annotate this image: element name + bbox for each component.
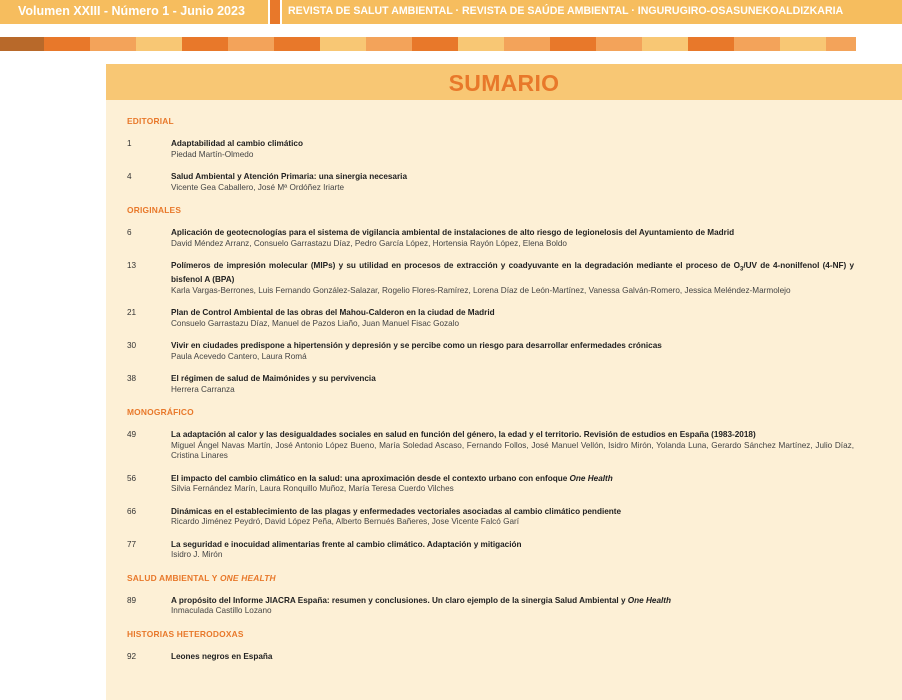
article-title <box>171 596 854 607</box>
toc-entry[interactable] <box>106 228 902 249</box>
page-number: 1 <box>127 139 132 148</box>
article-authors: Consuelo Garrastazu Díaz, Manuel de Pazos Liaño, Juan Manuel Fisac Gozalo <box>171 318 460 328</box>
article-title: Plan de Control Ambiental de las obras del Mahou-Calderon en la ciudad de Madrid <box>171 308 495 318</box>
title-part: El impacto del cambio climático en la salud: una aproximación desde el contexto urbano con enfoque <box>171 473 570 483</box>
decorative-stripe <box>0 37 902 51</box>
page-number: 56 <box>127 473 137 483</box>
section-salud-one-health <box>106 573 902 583</box>
page-number: 89 <box>127 595 137 605</box>
title-part: /UV de 4-nonilfenol (4-NF) y bisfenol A (BPA) <box>171 261 854 285</box>
article-authors: Karla Vargas-Berrones, Luis Fernando González-Salazar, Rogelio Flores-Ramírez, Lorena Díaz de León-Martínez, Vanessa Galván-Romero, Jessica Meléndez-Marmolejo <box>171 285 791 295</box>
summary-panel <box>106 64 902 700</box>
page-number: 77 <box>127 539 137 549</box>
toc-entry[interactable] <box>106 341 902 362</box>
article-authors: Ricardo Jiménez Peydró, David López Peña, Alberto Bernués Bañeres, Jose Vicente Falcó Garí <box>171 517 520 527</box>
page-number: 38 <box>127 374 137 384</box>
toc-entry[interactable] <box>106 596 902 617</box>
section-label: SALUD AMBIENTAL Y <box>127 572 220 583</box>
section-emphasis: ONE HEALTH <box>219 572 276 583</box>
article-title: Aplicación de geotecnologías para el sistema de vigilancia ambiental de instalaciones de alto riesgo de legionelosis del Ayuntamiento de Madrid <box>171 228 735 237</box>
toc-entry[interactable] <box>106 430 902 462</box>
article-title <box>171 474 854 485</box>
section-editorial: EDITORIAL <box>127 116 174 126</box>
header-bar <box>0 0 902 26</box>
article-authors: Vicente Gea Caballero, José Mª Ordóñez Iriarte <box>171 182 345 192</box>
section-monografico: MONOGRÁFICO <box>127 407 194 418</box>
article-authors: Paula Acevedo Cantero, Laura Romá <box>171 351 307 361</box>
page-number: 6 <box>127 228 132 237</box>
title-part: Polímeros de impresión molecular (MIPs) y su utilidad en procesos de extracción y coadyuvante en la degradación mediante el proceso de O <box>171 261 740 270</box>
title-emphasis: One Health <box>569 473 613 483</box>
article-title: La seguridad e inocuidad alimentarias frente al cambio climático. Adaptación y mitigación <box>171 539 522 549</box>
table-of-contents <box>106 116 902 674</box>
journal-names: REVISTA DE SALUT AMBIENTAL · REVISTA DE SAÚDE AMBIENTAL · INGURUGIRO-OSASUNEKOALDIZKARIA <box>282 0 902 24</box>
subscript: 3 <box>739 266 744 273</box>
title-emphasis: One Health <box>627 595 672 605</box>
article-authors: Silvia Fernández Marín, Laura Ronquillo Muñoz, María Teresa Cuerdo Vilches <box>171 484 454 494</box>
article-authors: Herrera Carranza <box>171 384 235 394</box>
article-title <box>171 261 854 286</box>
toc-entry[interactable] <box>106 652 902 663</box>
page-number: 92 <box>127 651 137 661</box>
article-title: Leones negros en España <box>171 651 273 661</box>
article-title: Salud Ambiental y Atención Primaria: una sinergia necesaria <box>171 172 407 181</box>
page-number: 21 <box>127 308 137 318</box>
title-part: A propósito del Informe JIACRA España: resumen y conclusiones. Un claro ejemplo de la sinergia Salud Ambiental y <box>171 595 628 605</box>
toc-entry[interactable] <box>106 540 902 561</box>
article-title: El régimen de salud de Maimónides y su pervivencia <box>171 374 376 384</box>
toc-entry[interactable] <box>106 308 902 329</box>
article-authors: Inmaculada Castillo Lozano <box>171 606 272 616</box>
section-historias: HISTORIAS HETERODOXAS <box>127 628 244 639</box>
article-authors: Miguel Ángel Navas Martín, José Antonio López Bueno, María Soledad Ascaso, Fernando Follos, José Manuel Vellón, Isidro Mirón, Yolanda Luna, Gerardo Sánchez Martínez, Julio Díaz, Cristina Linares <box>171 440 854 461</box>
toc-entry[interactable] <box>106 139 902 160</box>
header-separator <box>270 0 280 24</box>
toc-entry[interactable] <box>106 172 902 193</box>
section-originales: ORIGINALES <box>127 205 182 215</box>
article-authors: Isidro J. Mirón <box>171 550 223 560</box>
article-title: Vivir en ciudades predispone a hipertensión y depresión y se percibe como un riesgo para desarrollar enfermedades crónicas <box>171 341 662 351</box>
toc-entry[interactable] <box>106 474 902 495</box>
page-number: 30 <box>127 341 137 351</box>
article-authors: Piedad Martín-Olmedo <box>171 149 254 159</box>
toc-entry[interactable] <box>106 507 902 528</box>
page-number: 13 <box>127 261 137 270</box>
toc-entry[interactable] <box>106 374 902 395</box>
volume-label: Volumen XXIII - Número 1 - Junio 2023 <box>0 0 268 24</box>
title-band <box>106 64 902 100</box>
page-number: 66 <box>127 506 137 516</box>
page-title: SUMARIO <box>448 70 560 96</box>
page-number: 4 <box>127 172 132 181</box>
article-authors: David Méndez Arranz, Consuelo Garrastazu Díaz, Pedro García López, Hortensia Rayón López, Elena Boldo <box>171 238 567 248</box>
toc-entry[interactable] <box>106 261 902 296</box>
page-number: 49 <box>127 430 137 440</box>
article-title: Adaptabilidad al cambio climático <box>171 139 303 148</box>
article-title: La adaptación al calor y las desigualdades sociales en salud en función del género, la edad y el territorio. Revisión de estudios en España (1983-2018) <box>171 430 756 440</box>
article-title: Dinámicas en el establecimiento de las plagas y enfermedades vectoriales asociadas al cambio climático pendiente <box>171 506 622 516</box>
